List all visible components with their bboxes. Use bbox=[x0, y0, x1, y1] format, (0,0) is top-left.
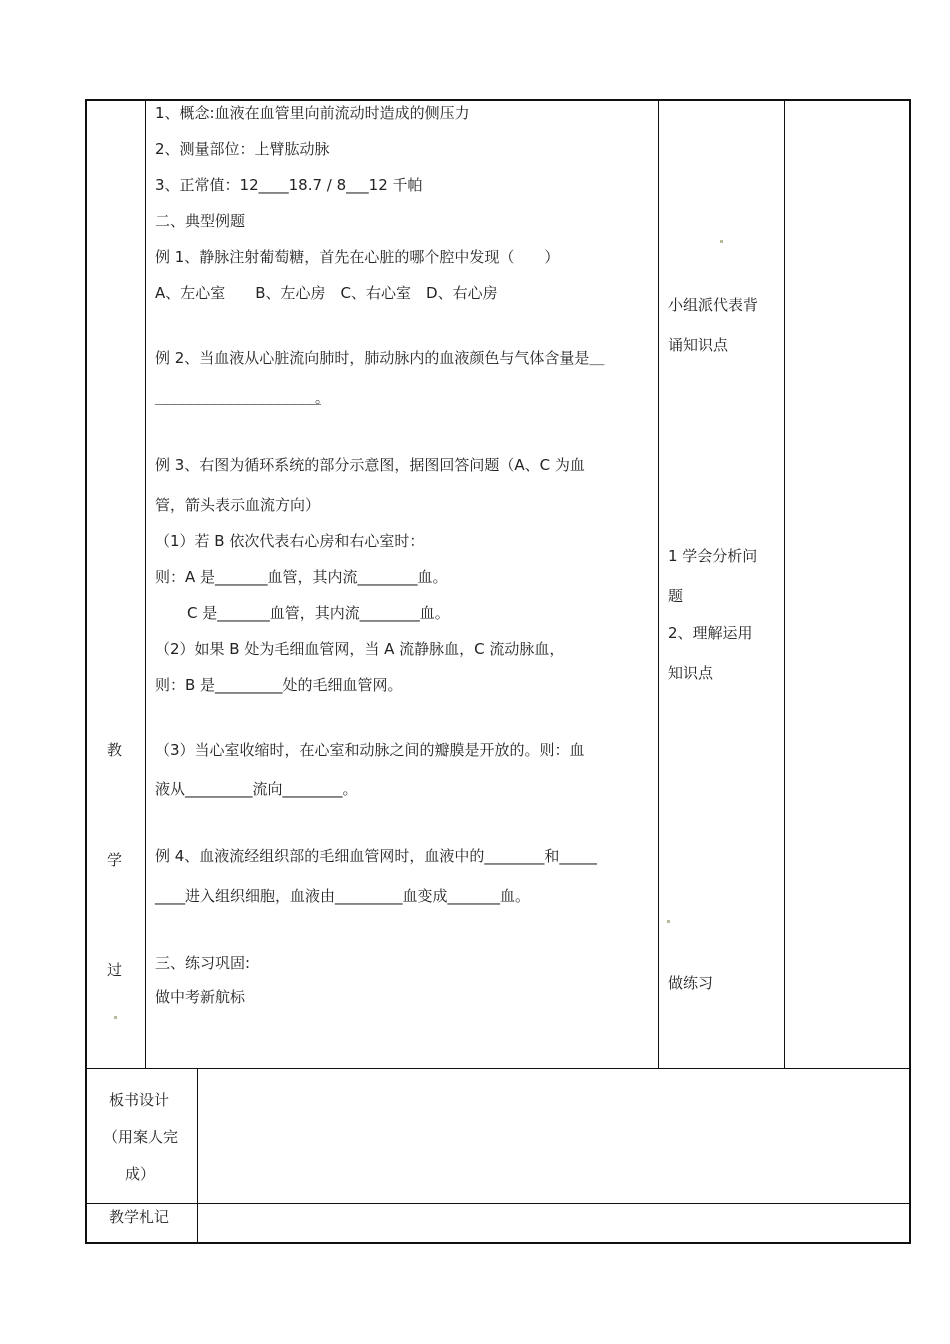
section-heading: 二、典型例题 bbox=[155, 212, 246, 230]
board-design-label: 板书设计 bbox=[109, 1091, 170, 1109]
content-line: （3）当心室收缩时，在心室和动脉之间的瓣膜是开放的。则：血 bbox=[155, 741, 585, 759]
teaching-notes-label: 教学札记 bbox=[109, 1208, 170, 1226]
content-line: 1、概念:血液在血管里向前流动时造成的侧压力 bbox=[155, 104, 470, 122]
content-line: ____进入组织细胞，血液由_________血变成_______血。 bbox=[155, 887, 531, 905]
table-right-border bbox=[909, 99, 911, 1244]
activity-text: 小组派代表背 bbox=[668, 296, 759, 314]
row-divider-board bbox=[85, 1203, 911, 1204]
content-line: C 是_______血管，其内流________血。 bbox=[187, 604, 450, 622]
table-bottom-border bbox=[85, 1242, 911, 1244]
side-label-char: 过 bbox=[107, 961, 123, 979]
content-line: A、左心室 B、左心房 C、右心室 D、右心房 bbox=[155, 284, 498, 302]
content-line: 液从_________流向________。 bbox=[155, 780, 358, 798]
col-divider-label bbox=[145, 99, 146, 1069]
scan-speck bbox=[667, 920, 670, 923]
content-line: 例 3、右图为循环系统的部分示意图，据图回答问题（A、C 为血 bbox=[155, 456, 585, 474]
content-line: 例 4、血液流经组织部的毛细血管网时，血液中的________和_____ bbox=[155, 847, 597, 865]
side-label-char: 学 bbox=[107, 851, 123, 869]
content-line: （1）若 B 依次代表右心房和右心室时： bbox=[155, 532, 425, 550]
col-divider-activity bbox=[784, 99, 785, 1069]
activity-text: 2、理解运用 bbox=[668, 624, 753, 642]
table-left-border bbox=[85, 99, 87, 1244]
content-line: 则：B 是_________处的毛细血管网。 bbox=[155, 676, 403, 694]
content-line: 例 1、静脉注射葡萄糖，首先在心脏的哪个腔中发现（ ） bbox=[155, 248, 560, 266]
col-divider-content bbox=[658, 99, 659, 1069]
content-line: 3、正常值：12____18.7 / 8___12 千帕 bbox=[155, 176, 423, 194]
activity-text: 知识点 bbox=[668, 664, 714, 682]
content-line: 则：A 是_______血管，其内流________血。 bbox=[155, 568, 448, 586]
scan-speck bbox=[114, 1016, 117, 1019]
row-divider-process bbox=[85, 1068, 911, 1069]
content-line: 做中考新航标 bbox=[155, 988, 246, 1006]
board-design-label: 成） bbox=[125, 1165, 156, 1183]
scan-speck bbox=[720, 240, 723, 243]
table-top-border bbox=[85, 99, 911, 101]
content-line: （2）如果 B 处为毛细血管网，当 A 流静脉血，C 流动脉血， bbox=[155, 640, 565, 658]
activity-text: 1 学会分析问 bbox=[668, 547, 758, 565]
section-heading: 三、练习巩固: bbox=[155, 954, 251, 972]
board-design-label: （用案人完 bbox=[103, 1128, 179, 1146]
content-line: 管，箭头表示血流方向） bbox=[155, 496, 321, 514]
activity-text: 做练习 bbox=[668, 974, 714, 992]
side-label-char: 教 bbox=[107, 741, 123, 759]
content-line: 例 2、当血液从心脏流向肺时，肺动脉内的血液颜色与气体含量是＿ bbox=[155, 349, 605, 367]
col-divider-bottom-label bbox=[197, 1068, 198, 1243]
content-line: ＿＿＿＿＿＿＿＿＿＿＿＿＿＿＿＿＿＿＿＿。 bbox=[155, 391, 323, 407]
activity-text: 题 bbox=[668, 587, 684, 605]
content-line: 2、测量部位：上臂肱动脉 bbox=[155, 140, 330, 158]
activity-text: 诵知识点 bbox=[668, 336, 729, 354]
